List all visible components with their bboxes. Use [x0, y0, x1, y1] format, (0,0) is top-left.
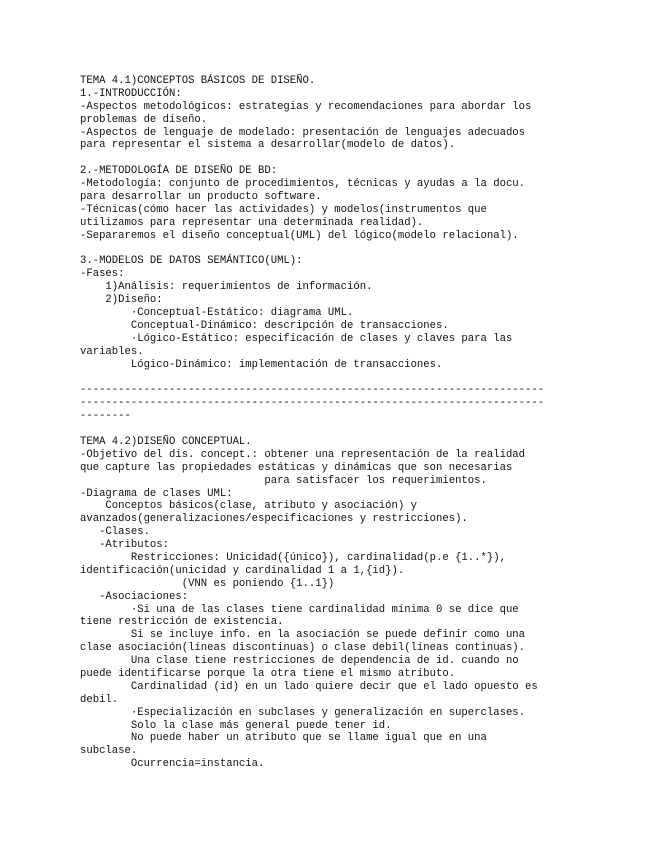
text-line: variables. — [80, 345, 144, 358]
document-page — [80, 75, 640, 771]
text-line: -Metodología: conjunto de procedimientos, técnicas y ayudas a la docu. — [80, 178, 526, 191]
text-line: Solo la clase más general puede tener id. — [80, 719, 392, 732]
text-line: Una clase tiene restricciones de dependencia de id. cuando no — [80, 655, 519, 668]
text-line: -Aspectos de lenguaje de modelado: presentación de lenguajes adecuados — [80, 126, 526, 139]
text-line: TEMA 4.2)DISEÑO CONCEPTUAL. — [80, 435, 252, 448]
text-line: subclase. — [80, 745, 138, 758]
text-line: 1)Análisis: requerimientos de información. — [80, 281, 373, 294]
text-line: identificación(unicidad y cardinalidad 1 a 1,{id}). — [80, 564, 405, 577]
text-line: ·Especialización en subclases y generalización en superclases. — [80, 706, 526, 719]
text-line: debil. — [80, 693, 119, 706]
blank-line — [80, 423, 640, 436]
blank-line — [80, 152, 640, 165]
text-line: para desarrollar un producto software. — [80, 191, 322, 204]
text-line: Si se incluye info. en la asociación se puede definir como una — [80, 629, 526, 642]
separator-line: ------------------------------------------------------------------------- — [80, 397, 545, 410]
text-line: ·Lógico-Estático: especificación de clases y claves para las — [80, 332, 513, 345]
text-line: TEMA 4.1)CONCEPTOS BÁSICOS DE DISEÑO. — [80, 75, 316, 87]
text-line: 2)Diseño: — [80, 294, 163, 307]
text-line: Conceptos básicos(clase, atributo y asociación) y — [80, 500, 417, 513]
text-line: -Fases: — [80, 268, 125, 281]
text-line: clase asociación(líneas discontinuas) o clase debil(líneas continuas). — [80, 642, 526, 655]
text-line: que capture las propiedades estáticas y dinámicas que son necesarias — [80, 461, 513, 474]
separator-line: ------------------------------------------------------------------------- — [80, 384, 545, 397]
text-line: Restricciones: Unicidad({único}), cardinalidad(p.e {1..*}), — [80, 551, 506, 564]
blank-line — [80, 371, 640, 384]
document-body — [80, 75, 640, 771]
text-line: Lógico-Dinámico: implementación de transacciones. — [80, 358, 443, 371]
text-line: tiene restricción de existencia. — [80, 616, 284, 629]
text-line: puede identificarse porque la otra tiene el mismo atributo. — [80, 667, 456, 680]
text-line: Ocurrencia=instancia. — [80, 758, 265, 771]
text-line: -Objetivo del dis. concept.: obtener una representación de la realidad — [80, 448, 526, 461]
text-line: (VNN es poniendo {1..1}) — [80, 577, 335, 590]
text-line: 3.-MODELOS DE DATOS SEMÁNTICO(UML): — [80, 255, 303, 268]
text-line: para satisfacer los requerimientos. — [80, 474, 487, 487]
text-line: 1.-INTRODUCCIÓN: — [80, 87, 182, 100]
text-line: No puede haber un atributo que se llame igual que en una — [80, 732, 487, 745]
text-line: ·Conceptual-Estático: diagrama UML. — [80, 307, 354, 320]
text-line: problemas de diseño. — [80, 113, 208, 126]
text-line: para representar el sistema a desarrollar(modelo de datos). — [80, 139, 456, 152]
text-line: Cardinalidad (id) en un lado quiere decir que el lado opuesto es — [80, 680, 538, 693]
text-line: -Asociaciones: — [80, 590, 189, 603]
text-line: -Clases. — [80, 526, 150, 539]
text-line: -Separaremos el diseño conceptual(UML) del lógico(modelo relacional). — [80, 229, 519, 242]
text-line: avanzados(generalizaciones/especificaciones y restricciones). — [80, 513, 468, 526]
text-line: -Técnicas(cómo hacer las actividades) y modelos(instrumentos que — [80, 203, 487, 216]
text-line: Conceptual-Dinámico: descripción de transacciones. — [80, 319, 449, 332]
text-line: utilizamos para representar una determinada realidad). — [80, 216, 424, 229]
blank-line — [80, 243, 640, 256]
text-line: ·Si una de las clases tiene cardinalidad mínima 0 se dice que — [80, 603, 519, 616]
text-line: -Atributos: — [80, 539, 170, 552]
text-line: -Diagrama de clases UML: — [80, 487, 233, 500]
text-line: -Aspectos metodológicos: estrategias y recomendaciones para abordar los — [80, 100, 532, 113]
separator-line: -------- — [80, 410, 131, 423]
text-line: 2.-METODOLOGÍA DE DISEÑO DE BD: — [80, 165, 278, 178]
